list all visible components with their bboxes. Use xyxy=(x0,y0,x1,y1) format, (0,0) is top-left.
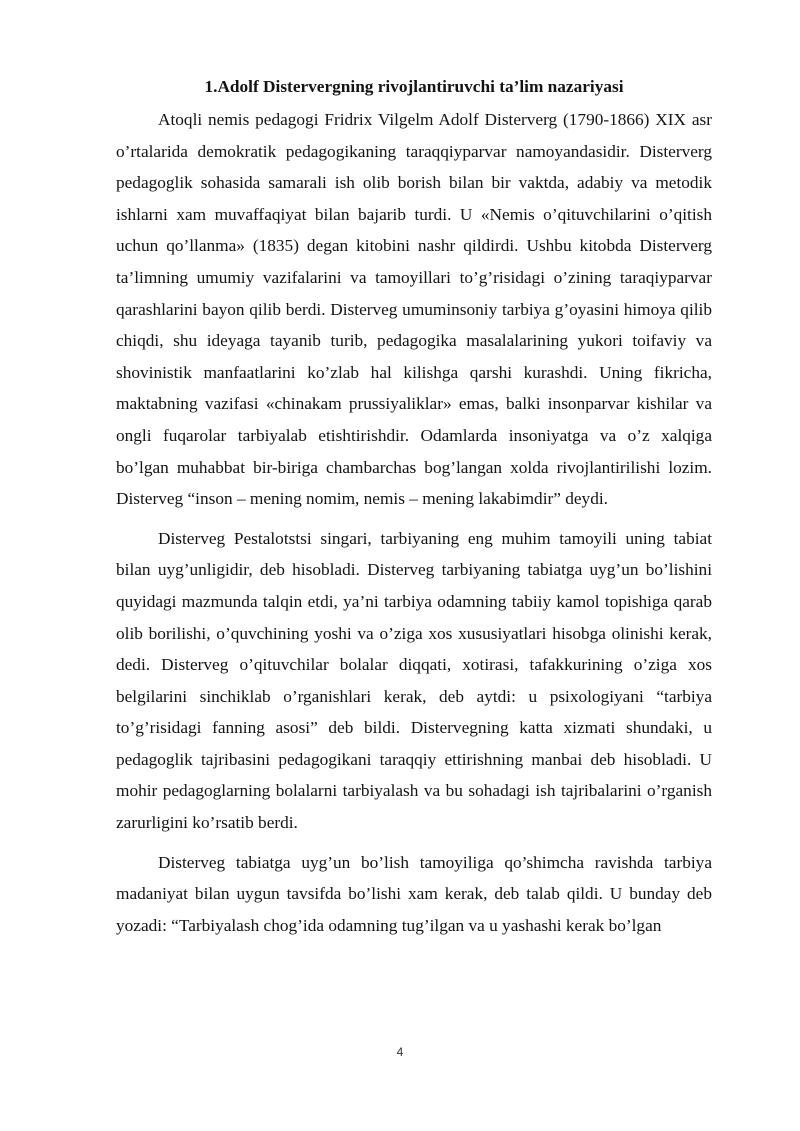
paragraph-3: Disterveg tabiatga uyg’un bo’lish tamoyiliga qo’shimcha ravishda tarbiya madaniyat bilan uygun tavsifda bo’lishi xam kerak, deb talab qildi. U bunday deb yozadi: “Tarbiyalash chog’ida odamning tug’ilgan va u yashashi kerak bo’lgan xyxy=(116,852,712,935)
paragraph-1: Atoqli nemis pedagogi Fridrix Vilgelm Adolf Disterverg (1790-1866) XIX asr o’rtalarida demokratik pedagogikaning taraqqiyparvar namoyandasidir. Disterverg pedagoglik sohasida samarali ish olib borish bilan bir vaktda, adabiy va metodik ishlarni xam muvaffaqiyat bilan bajarib turdi. U «Nemis o’qituvchilarini o’qitish uchun qo’llanma» (1835) degan kitobini nashr qildirdi. Ushbu kitobda Disterverg ta’limning umumiy vazifalarini va tamoyillari to’g’risidagi o’zining taraqiyparvar qarashlarini bayon qilib berdi. Disterveg umuminsoniy tarbiya g’oyasini himoya qilib chiqdi, shu ideyaga tayanib turib, pedagogika masalalarining yukori toifaviy va shovinistik manfaatlarini ko’zlab hal kilishga qarshi kurashdi. Uning fikricha, maktabning vazifasi «chinakam prussiyaliklar» emas, balki insonparvar kishilar va ongli fuqarolar tarbiyalab etishtirishdir. Odamlarda insoniyatga va o’z xalqiga bo’lgan muhabbat bir-biriga chambarchas bog’langan xolda rivojlantirilishi lozim. Disterveg “inson – mening nomim, nemis – mening lakabimdir” deydi. xyxy=(116,110,712,509)
document-title: 1.Adolf Distervergning rivojlantiruvchi ta’lim nazariyasi xyxy=(204,77,624,96)
page-number: 4 xyxy=(396,1045,404,1059)
paragraph-2: Disterveg Pestalotstsi singari, tarbiyaning eng muhim tamoyili uning tabiat bilan uyg’unligidir, deb hisobladi. Disterveg tarbiyaning tabiatga uyg’un bo’lishini quyidagi mazmunda talqin etdi, ya’ni tarbiya odamning tabiiy kamol topishiga qarab olib borilishi, o’quvchining yoshi va o’ziga xos xususiyatlari hisobga olinishi kerak, dedi. Disterveg o’qituvchilar bolalar diqqati, xotirasi, tafakkurining o’ziga xos belgilarini sinchiklab o’rganishlari kerak, deb aytdi: u psixologiyani “tarbiya to’g’risidagi fanning asosi” deb bildi. Distervegning katta xizmati shundaki, u pedagoglik tajribasini pedagogikani taraqqiy ettirishning manbai deb hisobladi. U mohir pedagoglarning bolalarni tarbiyalash va bu sohadagi ish tajribalarini o’rganish zarurligini ko’rsatib berdi. xyxy=(116,528,712,833)
document-page xyxy=(116,74,712,949)
